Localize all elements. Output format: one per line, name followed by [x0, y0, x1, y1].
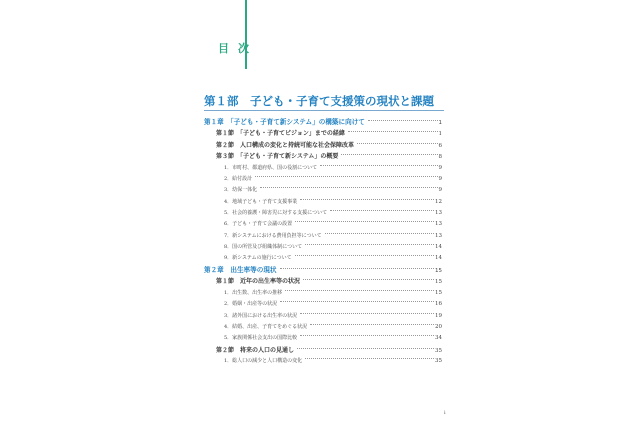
dot-leader — [310, 324, 434, 325]
toc-entry-label: 1．市町村、都道府県、国の役割について — [224, 164, 318, 171]
toc-entry-label: 第２節 人口構成の変化と持続可能な社会保障改革 — [216, 141, 355, 149]
toc-item-entry[interactable] — [204, 185, 442, 196]
accent-bar — [245, 0, 247, 69]
dot-leader — [295, 255, 434, 256]
toc-entry-label: 第２節 将来の人口の見通し — [216, 346, 295, 354]
toc-entry-label: 5．家族関係社会支出の国際比較 — [224, 335, 298, 342]
toc-entry-label: 1．総人口の減少と人口構造の変化 — [224, 358, 303, 365]
toc-item-entry[interactable] — [204, 356, 442, 367]
toc-entry-page: 20 — [435, 323, 442, 330]
toc-entry-label: 第１節 「子ども・子育てビジョン」までの経緯 — [216, 130, 345, 137]
toc-entry-label: 7．新システムにおける費用負担等について — [224, 232, 322, 239]
toc-entry-page: 14 — [435, 243, 442, 250]
toc-item-entry[interactable] — [204, 288, 442, 299]
dot-leader — [300, 199, 434, 200]
toc-entry-page: 35 — [435, 358, 442, 365]
toc-entry-page: 15 — [435, 268, 442, 275]
dot-leader — [260, 187, 437, 188]
toc-entry-label: 第３節 「子ども・子育て新システム」の概要 — [216, 153, 339, 161]
toc-item-entry[interactable] — [204, 231, 442, 242]
toc-item-entry[interactable] — [204, 299, 442, 310]
toc-chapter-entry[interactable] — [204, 116, 442, 128]
toc-entry-page: 35 — [435, 347, 442, 354]
toc-section-entry[interactable] — [204, 345, 442, 357]
table-of-contents — [204, 116, 442, 367]
toc-entry-label: 4．地域子ども・子育て支援事業 — [224, 198, 298, 205]
toc-entry-page: 13 — [435, 209, 442, 216]
toc-entry-page: 34 — [435, 335, 442, 342]
dot-leader — [280, 301, 434, 302]
page-number: i — [444, 410, 446, 416]
toc-entry-label: 6．子ども・子育て会議の設置 — [224, 221, 293, 228]
dot-leader — [357, 143, 437, 144]
dot-leader — [295, 221, 434, 222]
toc-entry-label: 第１節 近年の出生率等の状況 — [216, 278, 301, 286]
toc-entry-page: 1 — [438, 120, 442, 126]
dot-leader — [341, 154, 437, 155]
part-divider — [204, 110, 444, 111]
toc-entry-label: 第１章 「子ども・子育て新システム」の構築に向けて — [204, 118, 365, 126]
toc-entry-page: 12 — [435, 198, 442, 205]
toc-entry-page: 9 — [438, 176, 442, 183]
toc-section-entry[interactable] — [204, 276, 442, 288]
toc-entry-page: 15 — [435, 279, 442, 286]
toc-item-entry[interactable] — [204, 253, 442, 264]
toc-entry-page: 14 — [435, 255, 442, 262]
dot-leader — [368, 120, 438, 121]
toc-entry-page: 16 — [435, 301, 442, 308]
dot-leader — [300, 335, 434, 336]
toc-entry-page: 15 — [435, 290, 442, 297]
dot-leader — [320, 165, 437, 166]
toc-entry-label: 5．社会的養護・障害児に対する支援について — [224, 209, 328, 216]
toc-entry-page: 9 — [438, 164, 442, 171]
toc-entry-label: 第２章 出生率等の現状 — [204, 266, 277, 275]
toc-entry-page: 8 — [438, 154, 442, 161]
dot-leader — [330, 210, 434, 211]
toc-entry-page: 13 — [435, 221, 442, 228]
toc-section-entry[interactable] — [204, 140, 442, 152]
toc-item-entry[interactable] — [204, 174, 442, 185]
toc-item-entry[interactable] — [204, 219, 442, 230]
toc-entry-page: 19 — [435, 312, 442, 319]
toc-entry-label: 2．給付設計 — [224, 176, 253, 183]
toc-item-entry[interactable] — [204, 208, 442, 219]
toc-entry-label: 1．出生数、出生率の推移 — [224, 290, 283, 297]
toc-entry-label: 2．婚姻・出産等の状況 — [224, 301, 278, 308]
dot-leader — [305, 244, 434, 245]
toc-entry-label: 8．国の所管及び組織体制について — [224, 243, 303, 250]
dot-leader — [285, 290, 434, 291]
page-title: 目次 — [218, 42, 258, 55]
toc-entry-label: 4．結婚、出産、子育てをめぐる状況 — [224, 323, 308, 330]
dot-leader — [297, 348, 434, 349]
toc-item-entry[interactable] — [204, 197, 442, 208]
part-heading: 第１部 子ども・子育て支援策の現状と課題 — [204, 94, 434, 108]
toc-item-entry[interactable] — [204, 242, 442, 253]
toc-entry-page: 13 — [435, 232, 442, 239]
toc-section-entry[interactable] — [204, 151, 442, 163]
dot-leader — [325, 233, 434, 234]
toc-entry-page: 1 — [438, 131, 442, 137]
toc-section-entry[interactable] — [204, 128, 442, 140]
toc-item-entry[interactable] — [204, 163, 442, 174]
toc-item-entry[interactable] — [204, 333, 442, 344]
dot-leader — [255, 176, 437, 177]
dot-leader — [348, 131, 438, 132]
toc-item-entry[interactable] — [204, 311, 442, 322]
dot-leader — [303, 279, 434, 280]
dot-leader — [280, 268, 434, 269]
toc-entry-page: 6 — [438, 142, 442, 149]
toc-entry-label: 9．新システムの施行について — [224, 255, 292, 262]
toc-entry-page: 9 — [438, 187, 442, 194]
dot-leader — [300, 313, 434, 314]
toc-chapter-entry[interactable] — [204, 264, 442, 276]
toc-entry-label: 3．幼保一体化 — [224, 187, 258, 194]
toc-item-entry[interactable] — [204, 322, 442, 333]
dot-leader — [305, 358, 434, 359]
toc-entry-label: 3．諸外国における出生率の状況 — [224, 312, 298, 319]
